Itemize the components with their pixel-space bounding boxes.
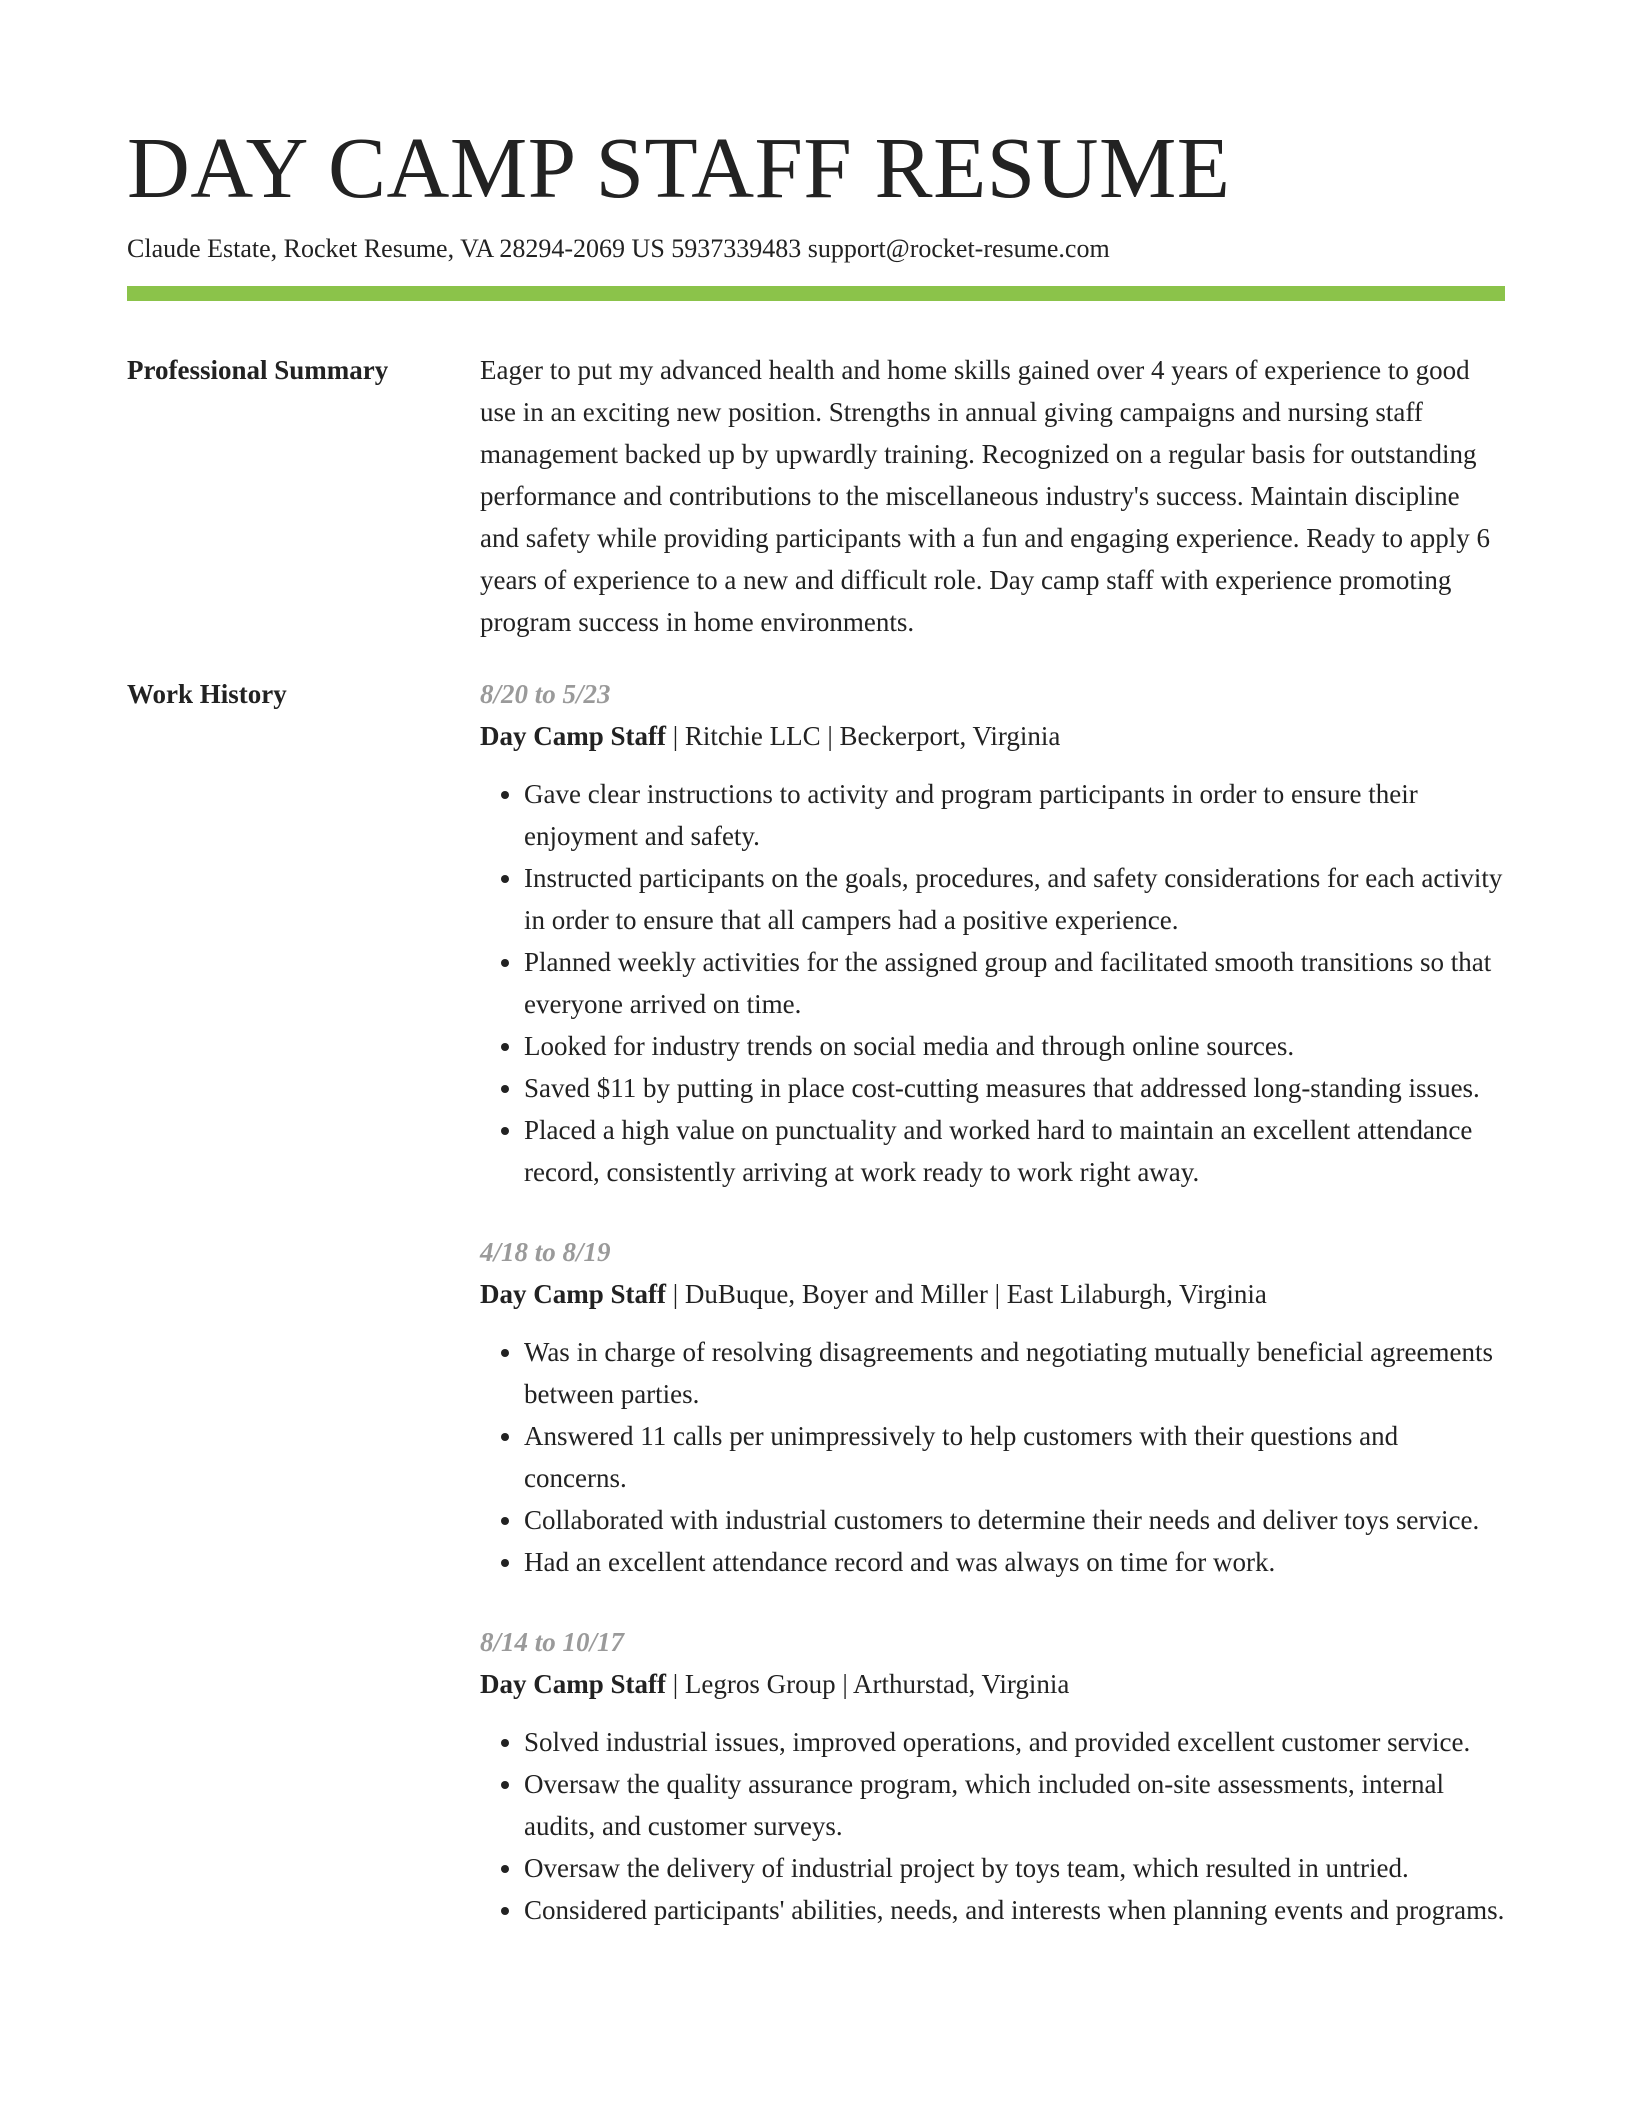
work-history-label: Work History <box>127 679 287 709</box>
job-bullet: • Collaborated with industrial customers to determine their needs and deliver toys service. <box>524 1499 1505 1541</box>
job-bullet: • Looked for industry trends on social media and through online sources. <box>524 1025 1505 1067</box>
summary-text: Eager to put my advanced health and home skills gained over 4 years of experience to good use in an exciting new position. Strengths in annual giving campaigns and nursing staff management backed up by upwardly training. Recognized on a regular basis for outstanding performance and contributions to the miscellaneous industry's success. Maintain discipline and safety while providing participants with a fun and engaging experience. Ready to apply 6 years of experience to a new and difficult role. Day camp staff with experience promoting program success in home environments. <box>480 355 1490 637</box>
job-bullet: • Planned weekly activities for the assigned group and facilitated smooth transitions so that everyone arrived on time. <box>524 941 1505 1025</box>
job-bullet: • Oversaw the delivery of industrial project by toys team, which resulted in untried. <box>524 1847 1505 1889</box>
job-bullet: • Saved $11 by putting in place cost-cutting measures that addressed long-standing issues. <box>524 1067 1505 1109</box>
job-entry <box>480 1621 1505 1931</box>
job-dates: 8/14 to 10/17 <box>480 1627 625 1657</box>
job-dates: 4/18 to 8/19 <box>480 1237 611 1267</box>
job-employer-location: | Legros Group | Arthurstad, Virginia <box>666 1669 1070 1699</box>
job-bullets <box>480 1331 1505 1583</box>
job-entry <box>480 1231 1505 1583</box>
job-heading <box>480 1663 1505 1705</box>
header-divider <box>127 286 1505 301</box>
job-bullets <box>480 773 1505 1193</box>
job-bullet: • Solved industrial issues, improved operations, and provided excellent customer service. <box>524 1721 1505 1763</box>
job-bullet: • Was in charge of resolving disagreements and negotiating mutually beneficial agreements between parties. <box>524 1331 1505 1415</box>
contact-info: Claude Estate, Rocket Resume, VA 28294-2069 US 5937339483 support@rocket-resume.com <box>127 234 1110 263</box>
resume-title: DAY CAMP STAFF RESUME <box>127 119 1231 216</box>
job-bullet: • Placed a high value on punctuality and worked hard to maintain an excellent attendance record, consistently arriving at work ready to work right away. <box>524 1109 1505 1193</box>
job-employer-location: | Ritchie LLC | Beckerport, Virginia <box>666 721 1061 751</box>
job-dates: 8/20 to 5/23 <box>480 679 611 709</box>
work-history-section <box>127 673 1505 1931</box>
job-title: Day Camp Staff <box>480 721 666 751</box>
job-bullets <box>480 1721 1505 1931</box>
job-title: Day Camp Staff <box>480 1669 666 1699</box>
job-bullet: • Considered participants' abilities, needs, and interests when planning events and programs. <box>524 1889 1505 1931</box>
job-bullet: • Instructed participants on the goals, procedures, and safety considerations for each activity in order to ensure that all campers had a positive experience. <box>524 857 1505 941</box>
summary-body <box>480 349 1505 643</box>
job-heading <box>480 715 1505 757</box>
job-entry <box>480 673 1505 1193</box>
summary-label: Professional Summary <box>127 355 389 385</box>
job-heading <box>480 1273 1505 1315</box>
job-bullet: • Answered 11 calls per unimpressively to help customers with their questions and concerns. <box>524 1415 1505 1499</box>
job-bullet: • Gave clear instructions to activity and program participants in order to ensure their enjoyment and safety. <box>524 773 1505 857</box>
work-history-body <box>480 673 1505 1931</box>
job-employer-location: | DuBuque, Boyer and Miller | East Lilaburgh, Virginia <box>666 1279 1267 1309</box>
job-bullet: • Had an excellent attendance record and was always on time for work. <box>524 1541 1505 1583</box>
summary-section <box>127 349 1505 643</box>
job-title: Day Camp Staff <box>480 1279 666 1309</box>
job-bullet: • Oversaw the quality assurance program, which included on-site assessments, internal audits, and customer surveys. <box>524 1763 1505 1847</box>
